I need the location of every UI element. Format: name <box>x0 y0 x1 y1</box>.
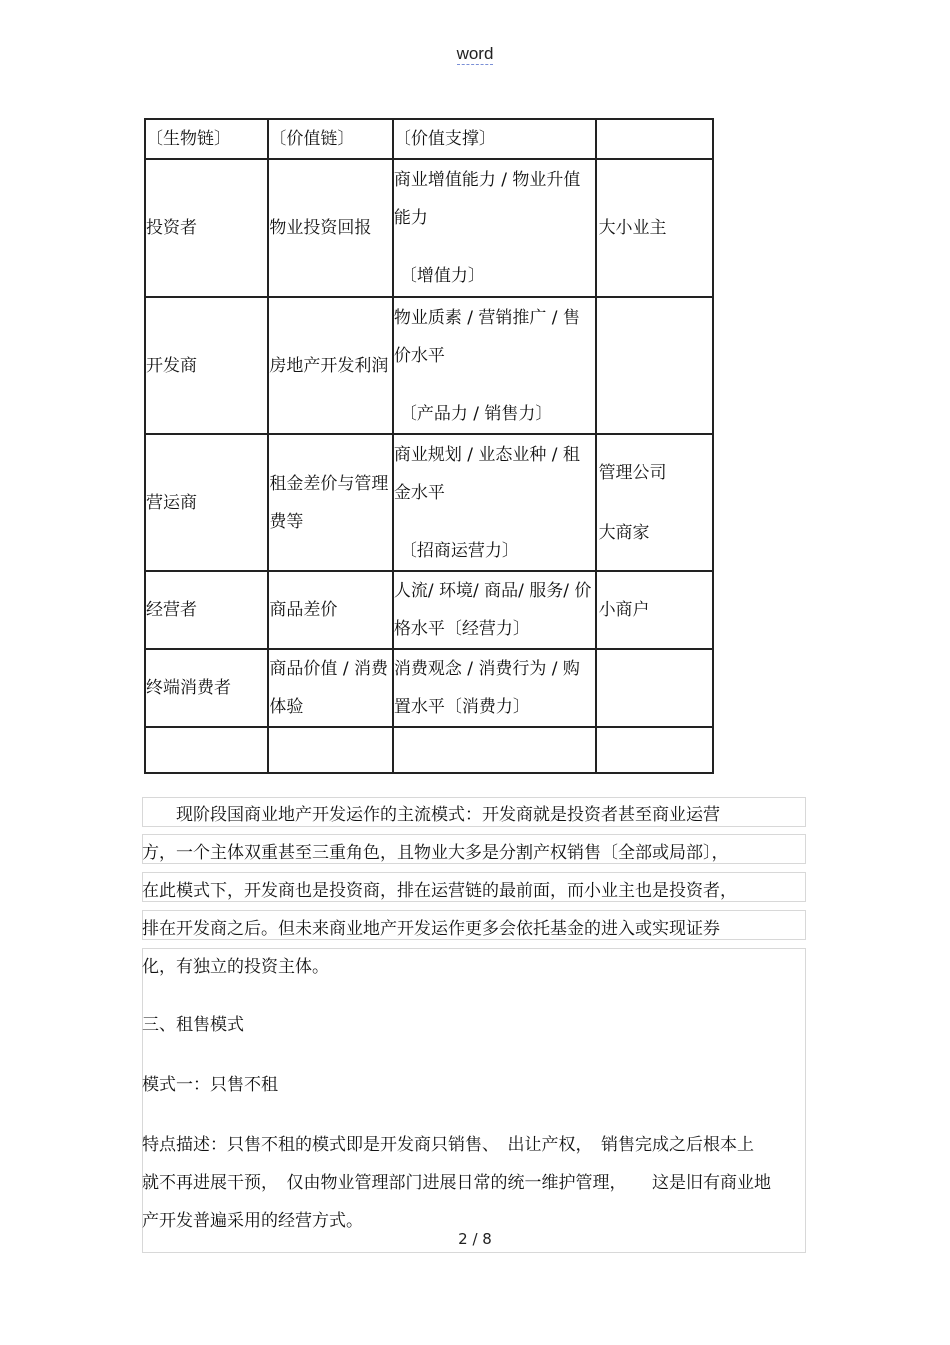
value-cell: 租金差价与管理费等 <box>268 434 392 571</box>
table-row <box>145 434 713 571</box>
role-cell: 经营者 <box>145 571 268 649</box>
support-tag: 〔增值力〕 <box>399 266 485 286</box>
value-cell: 商品差价 <box>268 571 392 649</box>
support-tag: 〔招商运营力〕 <box>399 540 519 561</box>
page-header <box>0 44 950 64</box>
role-cell: 终端消费者 <box>145 649 268 727</box>
support-text: 物业质素 / 营销推广 / 售价水平 <box>393 307 580 366</box>
paragraph-line: 排在开发商之后。但未来商业地产开发运作更多会依托基金的进入或实现证券 <box>142 919 720 939</box>
support-text: 商业增值能力 / 物业升值能力 <box>393 170 581 228</box>
table-row <box>145 297 713 434</box>
role-cell: 开发商 <box>145 297 268 434</box>
section-title: 三、租售模式 <box>142 1015 244 1035</box>
table-row-empty <box>145 727 713 773</box>
support-cell: 人流/ 环境/ 商品/ 服务/ 价格水平〔经营力〕 <box>393 571 596 649</box>
value-cell: 物业投资回报 <box>268 159 392 297</box>
paragraph-line: 方，一个主体双重甚至三重角色，且物业大多是分割产权销售〔全部或局部〕， <box>142 843 729 863</box>
header-title: word <box>456 44 494 63</box>
paragraph-line: 化，有独立的投资主体。 <box>142 957 329 977</box>
value-chain-table <box>144 118 714 774</box>
table-header-cell: 〔生物链〕 <box>145 119 268 159</box>
party-cell: 大小业主 <box>596 159 713 297</box>
role-cell: 营运商 <box>145 434 268 571</box>
mode-title: 模式一：只售不租 <box>142 1075 278 1095</box>
party-text: 管理公司 <box>598 462 667 483</box>
page-number: 2 / 8 <box>458 1230 492 1248</box>
value-cell: 商品价值 / 消费体验 <box>268 649 392 727</box>
table-header-cell: 〔价值链〕 <box>268 119 392 159</box>
party-cell <box>596 649 713 727</box>
party-cell: 小商户 <box>596 571 713 649</box>
value-cell: 房地产开发利润 <box>268 297 392 434</box>
paragraph-line: 在此模式下，开发商也是投资商，排在运营链的最前面，而小业主也是投资者， <box>142 881 737 901</box>
table-header-row <box>145 119 713 159</box>
party-text: 大商家 <box>598 522 650 543</box>
paragraph-line: 现阶段国商业地产开发运作的主流模式：开发商就是投资者甚至商业运营 <box>176 805 720 825</box>
party-cell <box>596 297 713 434</box>
table-header-cell <box>596 119 713 159</box>
feature-line: 就不再进展干预， 仅由物业管理部门进展日常的统一维护管理， 这是旧有商业地 <box>142 1173 771 1193</box>
support-cell <box>393 434 596 571</box>
support-cell <box>393 297 596 434</box>
feature-line: 特点描述：只售不租的模式即是开发商只销售、 出让产权， 销售完成之后根本上 <box>142 1135 754 1155</box>
support-cell <box>393 159 596 297</box>
support-tag: 〔产品力 / 销售力〕 <box>399 403 553 424</box>
table-row <box>145 571 713 649</box>
role-cell: 投资者 <box>145 159 268 297</box>
feature-line: 产开发普遍采用的经营方式。 <box>142 1211 363 1231</box>
table-row <box>145 649 713 727</box>
support-text: 商业规划 / 业态业种 / 租金水平 <box>393 444 580 503</box>
table-row <box>145 159 713 297</box>
support-cell: 消费观念 / 消费行为 / 购置水平〔消费力〕 <box>393 649 596 727</box>
table-header-cell: 〔价值支撑〕 <box>393 119 596 159</box>
party-cell <box>596 434 713 571</box>
